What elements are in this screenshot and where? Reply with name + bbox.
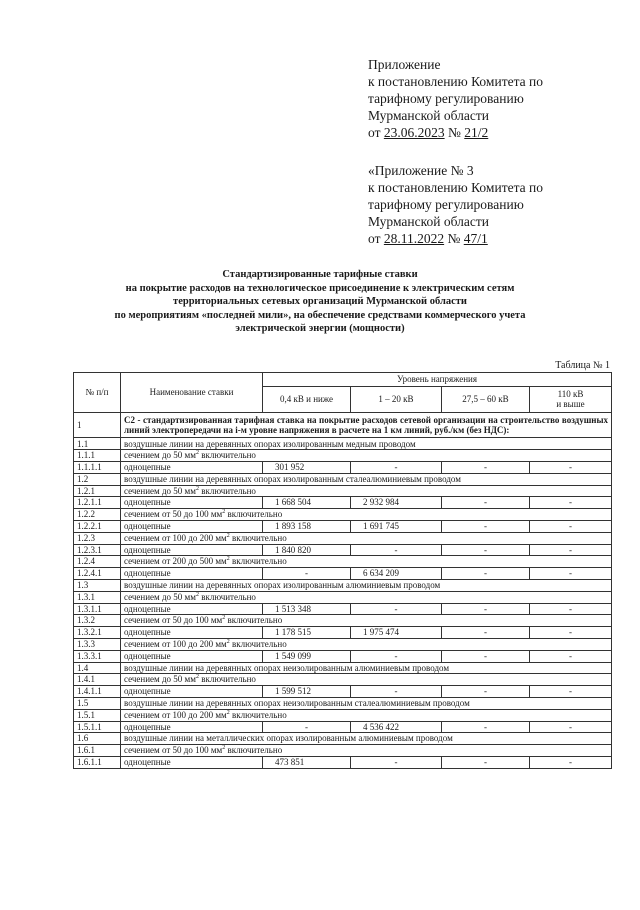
row-value-v3: -	[442, 603, 530, 615]
row-num: 1.5	[74, 697, 121, 709]
row-text-sup: 2	[222, 745, 226, 752]
row-text-main: сечением до 50 мм	[124, 674, 196, 685]
table-row	[74, 756, 612, 768]
row-text-main: одноцепные	[124, 521, 171, 532]
row-text-sup: 2	[222, 615, 226, 622]
row-text-main: одноцепные	[124, 497, 171, 508]
appendix-2-line4: Мурманской области	[368, 214, 489, 229]
header-name: Наименование ставки	[121, 373, 263, 413]
appendix-block-2	[368, 162, 618, 247]
row-value-v2: -	[351, 686, 442, 698]
row-text-sup: 2	[226, 709, 230, 716]
row-text	[121, 697, 612, 709]
table-row	[74, 485, 612, 497]
row-text	[121, 709, 612, 721]
row-num: 1.6	[74, 733, 121, 745]
row-num: 1.2.1.1	[74, 497, 121, 509]
row-text-main: одноцепные	[124, 686, 171, 697]
row-value-v4: -	[530, 520, 612, 532]
row-text	[121, 579, 612, 591]
row-text	[121, 568, 263, 580]
row-text-main: одноцепные	[124, 721, 171, 732]
row-text	[121, 509, 612, 521]
row-value-v2: -	[351, 756, 442, 768]
row-num: 1.3.3	[74, 638, 121, 650]
header-v4-line1: 110 кВ	[557, 388, 584, 399]
row-text	[121, 520, 263, 532]
row-value-v1: 1 893 158	[263, 520, 351, 532]
row-num: 1.5.1	[74, 709, 121, 721]
row-value-v3: -	[442, 497, 530, 509]
table-row	[74, 650, 612, 662]
table-row	[74, 438, 612, 450]
row-num: 1.2.4.1	[74, 568, 121, 580]
table-row	[74, 638, 612, 650]
row-value-v3: -	[442, 627, 530, 639]
table-row	[74, 568, 612, 580]
row-value-v1: 473 851	[263, 756, 351, 768]
title-line1: Стандартизированные тарифные ставки	[222, 269, 418, 280]
table-row	[74, 697, 612, 709]
row-num: 1.6.1	[74, 745, 121, 757]
row-text-tail: включительно	[229, 556, 287, 567]
row-value-v1: -	[263, 721, 351, 733]
row-text-tail: включительно	[225, 615, 283, 626]
header-v1: 0,4 кВ и ниже	[263, 386, 351, 412]
table-row	[74, 603, 612, 615]
row-text	[121, 473, 612, 485]
table-row	[74, 473, 612, 485]
row-text-main: сечением до 50 мм	[124, 450, 196, 461]
row-text-main: воздушные линии на деревянных опорах неизолированным сталеалюминиевым проводом	[124, 698, 470, 709]
row-text-sup: 2	[195, 674, 199, 681]
row-value-v2: 1 975 474	[351, 627, 442, 639]
table-row	[74, 579, 612, 591]
row-value-v2: -	[351, 462, 442, 474]
row-value-v4: -	[530, 497, 612, 509]
row-text	[121, 674, 612, 686]
row-text	[121, 438, 612, 450]
row-text-sup: 2	[195, 450, 199, 457]
appendix-2-line3: тарифному регулированию	[368, 197, 524, 212]
row-value-v3: -	[442, 686, 530, 698]
row-text-tail: включительно	[229, 709, 287, 720]
row-value-v4: -	[530, 686, 612, 698]
table-row	[74, 662, 612, 674]
row-text-tail: включительно	[229, 639, 287, 650]
row-num: 1.2.1	[74, 485, 121, 497]
row-text	[121, 686, 263, 698]
row-value-v4: -	[530, 462, 612, 474]
row-value-v2: 1 691 745	[351, 520, 442, 532]
row-text-main: воздушные линии на деревянных опорах изолированным алюминиевым проводом	[124, 580, 441, 591]
row-value-v1: 1 513 348	[263, 603, 351, 615]
title-line5: электрической энергии (мощности)	[235, 323, 405, 335]
row-text	[121, 544, 263, 556]
table-row	[74, 462, 612, 474]
row-value-v4: -	[530, 603, 612, 615]
row-num: 1.1.1.1	[74, 462, 121, 474]
row-value-v1: 1 840 820	[263, 544, 351, 556]
row-value-v2: 4 536 422	[351, 721, 442, 733]
appendix-2-date: 28.11.2022	[383, 231, 445, 246]
appendix-block-1	[368, 56, 618, 141]
row-value-v3: -	[442, 568, 530, 580]
table-row	[74, 509, 612, 521]
appendix-1-date-line	[368, 124, 618, 141]
row-text-tail: включительно	[225, 509, 283, 520]
row-value-v3: -	[442, 544, 530, 556]
row-text-tail: включительно	[198, 591, 256, 602]
row-text-main: сечением до 50 мм	[124, 485, 196, 496]
row-text	[121, 638, 612, 650]
row-num: 1.6.1.1	[74, 756, 121, 768]
row-value-v4: -	[530, 650, 612, 662]
row-text-main: воздушные линии на металлических опорах изолированным алюминиевым проводом	[124, 733, 453, 744]
row-num: 1.2.2.1	[74, 520, 121, 532]
row-num: 1.3	[74, 579, 121, 591]
row-value-v1: 1 178 515	[263, 627, 351, 639]
row-value-v4: -	[530, 544, 612, 556]
row-text-sup: 2	[226, 556, 230, 563]
row-text-main: одноцепные	[124, 627, 171, 638]
row-text-main: одноцепные	[124, 462, 171, 473]
row-num: 1.4	[74, 662, 121, 674]
row-text-tail: включительно	[229, 532, 287, 543]
row-text-tail: включительно	[198, 485, 256, 496]
row-value-v1: 1 549 099	[263, 650, 351, 662]
row-text-sup: 2	[226, 639, 230, 646]
table-row	[74, 709, 612, 721]
row-text	[121, 745, 612, 757]
row-value-v2: 6 634 209	[351, 568, 442, 580]
row-value-v2: -	[351, 603, 442, 615]
row-text-main: сечением от 50 до 100 мм	[124, 509, 223, 520]
row-num: 1.3.1.1	[74, 603, 121, 615]
header-v2: 1 – 20 кВ	[351, 386, 442, 412]
row-text-tail: включительно	[198, 674, 256, 685]
tariff-table	[73, 372, 612, 769]
row-num: 1.1	[74, 438, 121, 450]
row-value-v3: -	[442, 650, 530, 662]
row-value-v4: -	[530, 721, 612, 733]
row-text-main: воздушные линии на деревянных опорах изолированным медным проводом	[124, 438, 416, 449]
row-c2-text: С2 - стандартизированная тарифная ставка на покрытие расходов сетевой организации на строительство воздушных линий электропередачи на i-м уровне напряжения в расчете на 1 км линий, руб./км (без НДС):	[121, 412, 612, 438]
table-row	[74, 627, 612, 639]
row-num: 1.4.1	[74, 674, 121, 686]
table-row	[74, 721, 612, 733]
row-value-v2: -	[351, 544, 442, 556]
appendix-1-line3: тарифному регулированию	[368, 91, 524, 106]
row-text-main: одноцепные	[124, 650, 171, 661]
row-value-v2: 2 932 984	[351, 497, 442, 509]
row-text	[121, 485, 612, 497]
row-text-main: одноцепные	[124, 544, 171, 555]
row-text-tail: включительно	[198, 450, 256, 461]
row-text-main: сечением от 50 до 100 мм	[124, 615, 223, 626]
row-text-sup: 2	[195, 485, 199, 492]
appendix-2-date-prefix: от	[368, 231, 384, 246]
appendix-2-line2: к постановлению Комитета по	[368, 180, 543, 195]
header-voltage-group: Уровень напряжения	[263, 373, 612, 387]
table-row	[74, 532, 612, 544]
row-text-tail: включительно	[225, 745, 283, 756]
row-value-v1: 301 952	[263, 462, 351, 474]
appendix-1-date-prefix: от	[368, 125, 384, 140]
row-text-main: сечением до 50 мм	[124, 591, 196, 602]
row-text	[121, 650, 263, 662]
row-text	[121, 462, 263, 474]
header-v4-line2: и выше	[556, 399, 585, 410]
title-line4: по мероприятиям «последней мили», на обеспечение средствами коммерческого учета	[114, 309, 526, 321]
table-row	[74, 674, 612, 686]
row-num: 1.2.3.1	[74, 544, 121, 556]
header-num: № п/п	[74, 373, 121, 413]
row-text	[121, 497, 263, 509]
row-value-v4: -	[530, 756, 612, 768]
row-value-v3: -	[442, 462, 530, 474]
row-text-main: одноцепные	[124, 603, 171, 614]
appendix-2-no-prefix: №	[444, 231, 464, 246]
row-text-sup: 2	[195, 591, 199, 598]
row-text	[121, 615, 612, 627]
row-num: 1.2.3	[74, 532, 121, 544]
table-row	[74, 745, 612, 757]
title-line3: территориальных сетевых организаций Мурманской области	[173, 296, 467, 308]
row-text-main: сечением от 50 до 100 мм	[124, 745, 223, 756]
row-num: 1.3.2	[74, 615, 121, 627]
row-text-main: одноцепные	[124, 757, 171, 768]
appendix-1-line4: Мурманской области	[368, 108, 489, 123]
row-num: 1	[74, 412, 121, 438]
row-num: 1.4.1.1	[74, 686, 121, 698]
appendix-1-number: 21/2	[464, 125, 489, 140]
row-value-v2: -	[351, 650, 442, 662]
row-value-v1: 1 599 512	[263, 686, 351, 698]
table-row-c2	[74, 412, 612, 438]
table-row	[74, 615, 612, 627]
row-text	[121, 733, 612, 745]
row-text-main: сечением от 100 до 200 мм	[124, 532, 227, 543]
row-num: 1.1.1	[74, 450, 121, 462]
row-text	[121, 721, 263, 733]
table-row	[74, 556, 612, 568]
row-num: 1.5.1.1	[74, 721, 121, 733]
row-value-v3: -	[442, 756, 530, 768]
row-text-main: воздушные линии на деревянных опорах изолированным сталеалюминиевым проводом	[124, 473, 461, 484]
row-text	[121, 603, 263, 615]
row-value-v3: -	[442, 721, 530, 733]
appendix-2-date-line	[368, 230, 618, 247]
row-text-main: сечением от 200 до 500 мм	[124, 556, 227, 567]
header-v3: 27,5 – 60 кВ	[442, 386, 530, 412]
row-text-main: сечением от 100 до 200 мм	[124, 709, 227, 720]
appendix-1-date: 23.06.2023	[383, 125, 445, 140]
row-num: 1.3.1	[74, 591, 121, 603]
row-text	[121, 532, 612, 544]
table-row	[74, 733, 612, 745]
row-text-sup: 2	[222, 509, 226, 516]
table-body	[74, 412, 612, 768]
table-row	[74, 450, 612, 462]
row-value-v4: -	[530, 627, 612, 639]
appendix-1-no-prefix: №	[444, 125, 465, 140]
table-caption: Таблица № 1	[555, 360, 610, 371]
row-text	[121, 756, 263, 768]
row-num: 1.3.3.1	[74, 650, 121, 662]
row-text-main: воздушные линии на деревянных опорах неизолированным алюминиевым проводом	[124, 662, 450, 673]
row-value-v1: 1 668 504	[263, 497, 351, 509]
header-v4	[530, 386, 612, 412]
row-text-main: одноцепные	[124, 568, 171, 579]
title-line2: на покрытие расходов на технологическое присоединение к электрическим сетям	[125, 282, 515, 294]
table-row	[74, 497, 612, 509]
document-title	[20, 268, 620, 336]
row-value-v3: -	[442, 520, 530, 532]
row-text	[121, 662, 612, 674]
row-num: 1.3.2.1	[74, 627, 121, 639]
appendix-1-line2: к постановлению Комитета по	[368, 74, 543, 89]
row-text	[121, 450, 612, 462]
appendix-1-line1: Приложение	[368, 57, 441, 72]
row-text	[121, 627, 263, 639]
table-row	[74, 686, 612, 698]
row-value-v4: -	[530, 568, 612, 580]
row-text-main: сечением от 100 до 200 мм	[124, 639, 227, 650]
row-num: 1.2.2	[74, 509, 121, 521]
row-num: 1.2	[74, 473, 121, 485]
appendix-2-number: 47/1	[463, 231, 488, 246]
row-num: 1.2.4	[74, 556, 121, 568]
appendix-2-line1: «Приложение № 3	[368, 163, 474, 178]
table-row	[74, 544, 612, 556]
row-text	[121, 591, 612, 603]
row-value-v1: -	[263, 568, 351, 580]
table-row	[74, 520, 612, 532]
row-text-sup: 2	[226, 532, 230, 539]
row-text	[121, 556, 612, 568]
table-row	[74, 591, 612, 603]
